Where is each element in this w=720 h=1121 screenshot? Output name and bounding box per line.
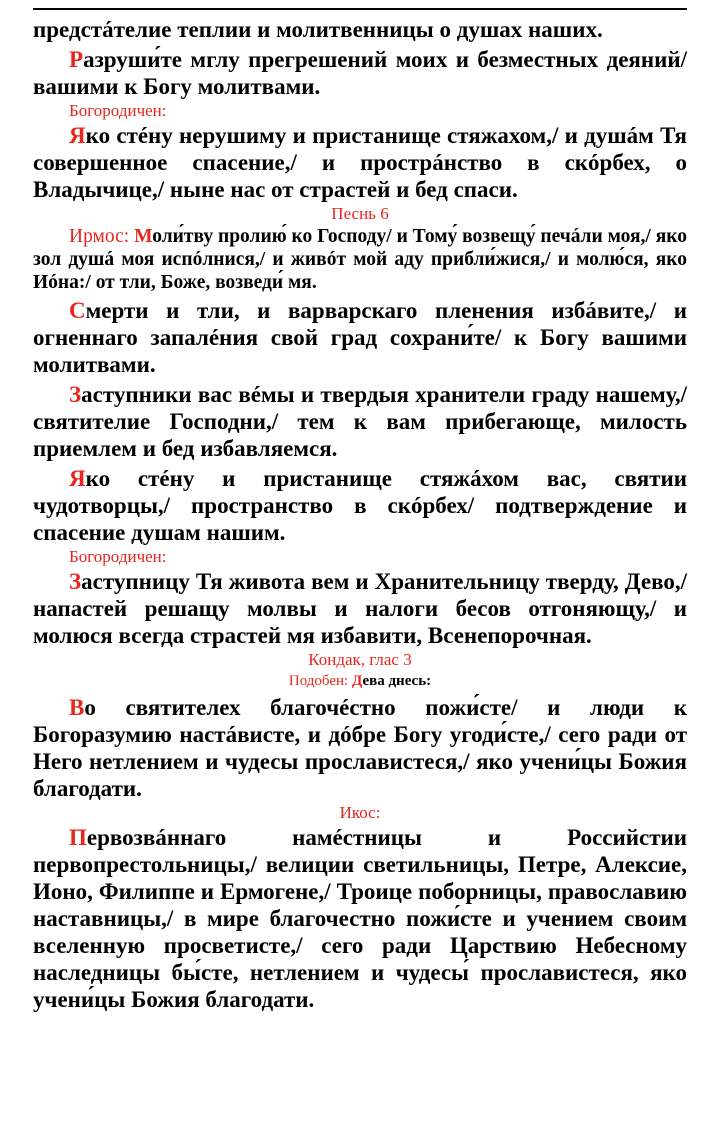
troparion-3: Заступники вас вéмы и твердыя хранители граду нашему,/ святителие Господни,/ тем к вам прибегающе, милость приемлем и бед избавляемся. (33, 382, 687, 461)
irmos: Ирмос: Моли́тву пролию́ ко Господу/ и Тому́ возвещу́ печáли моя,/ яко зол душá моя испóлнися,/ и живóт мой аду прибли́жися,/ и молю́ся, яко Иóна:/ от тли, Боже, возведи́ мя. (33, 226, 687, 293)
verse-0: предстáтелие теплии и молитвенницы о душах наших. (33, 17, 603, 42)
theotokion-1: Яко стéну нерушиму и пристанище стяжахом,/ и душáм Тя совершенное спасение,/ и прострáнство в скóрбех, о Владычице,/ ныне нас от страстей и бед спаси. (33, 123, 687, 202)
kondak-heading: Кондак, глас 3 (308, 650, 412, 669)
theotokion-2: Заступницу Тя живота вем и Хранительницу тверду, Дево,/ напастей решащу молвы и налоги бесов отгоняющу,/ и молюся всегда страстей мя избавити, Всенепорочная. (33, 569, 687, 648)
ikos-text: Первозвáннаго намéстницы и Российстии первопрестольницы,/ велиции светильницы, Петре, Алексие, Ионо, Филиппе и Ермогене,/ Троице поборницы, православию наставницы,/ в мире благочестно пожи́сте и учением своим вселенную просветисте,/ сего ради Царствию Небесному наследницы бы́сте, нетлением и чудесы́ прославистеся, яко учени́цы Божия благодати. (33, 825, 687, 1012)
drop-cap: П (69, 825, 87, 850)
drop-cap: Я (69, 123, 86, 148)
drop-cap: М (134, 226, 153, 247)
drop-cap: Р (69, 47, 84, 72)
ikos-heading: Икос: (339, 803, 381, 822)
drop-cap: С (69, 298, 86, 323)
troparion-4: Яко стéну и пристанище стяжáхом вас, святии чудотворцы,/ пространство в скóрбех/ подтверждение и спасение душам нашим. (33, 466, 687, 545)
troparion-2: Смерти и тли, и варварскаго пленения избáвите,/ и огненнаго запалéния свой град сохрани́те/ к Богу вашими молитвами. (33, 298, 687, 377)
drop-cap: З (69, 569, 82, 594)
bogorodichen-heading: Богородичен: (69, 101, 167, 120)
ode-6-heading: Песнь 6 (331, 204, 389, 223)
kondak-text: Во святителех благочéстно пожи́сте/ и люди к Богоразумию настáвисте, и дóбре Богу угоди́сте,/ сего ради от Него нетлением и чудесы прославистеся,/ яко учени́цы Божия благодати. (33, 695, 687, 801)
drop-cap: Я (69, 466, 86, 491)
drop-cap: В (69, 695, 85, 720)
bogorodichen-heading: Богородичен: (69, 547, 167, 566)
podoben-line: Подобен: Дева днесь: (288, 673, 432, 689)
text-body (33, 16, 687, 1013)
troparion-1: Разруши́те мглу прегрешений моих и безместных деяний/ вашими к Богу молитвами. (33, 47, 687, 99)
top-rule (33, 8, 687, 10)
drop-cap: З (69, 382, 82, 407)
